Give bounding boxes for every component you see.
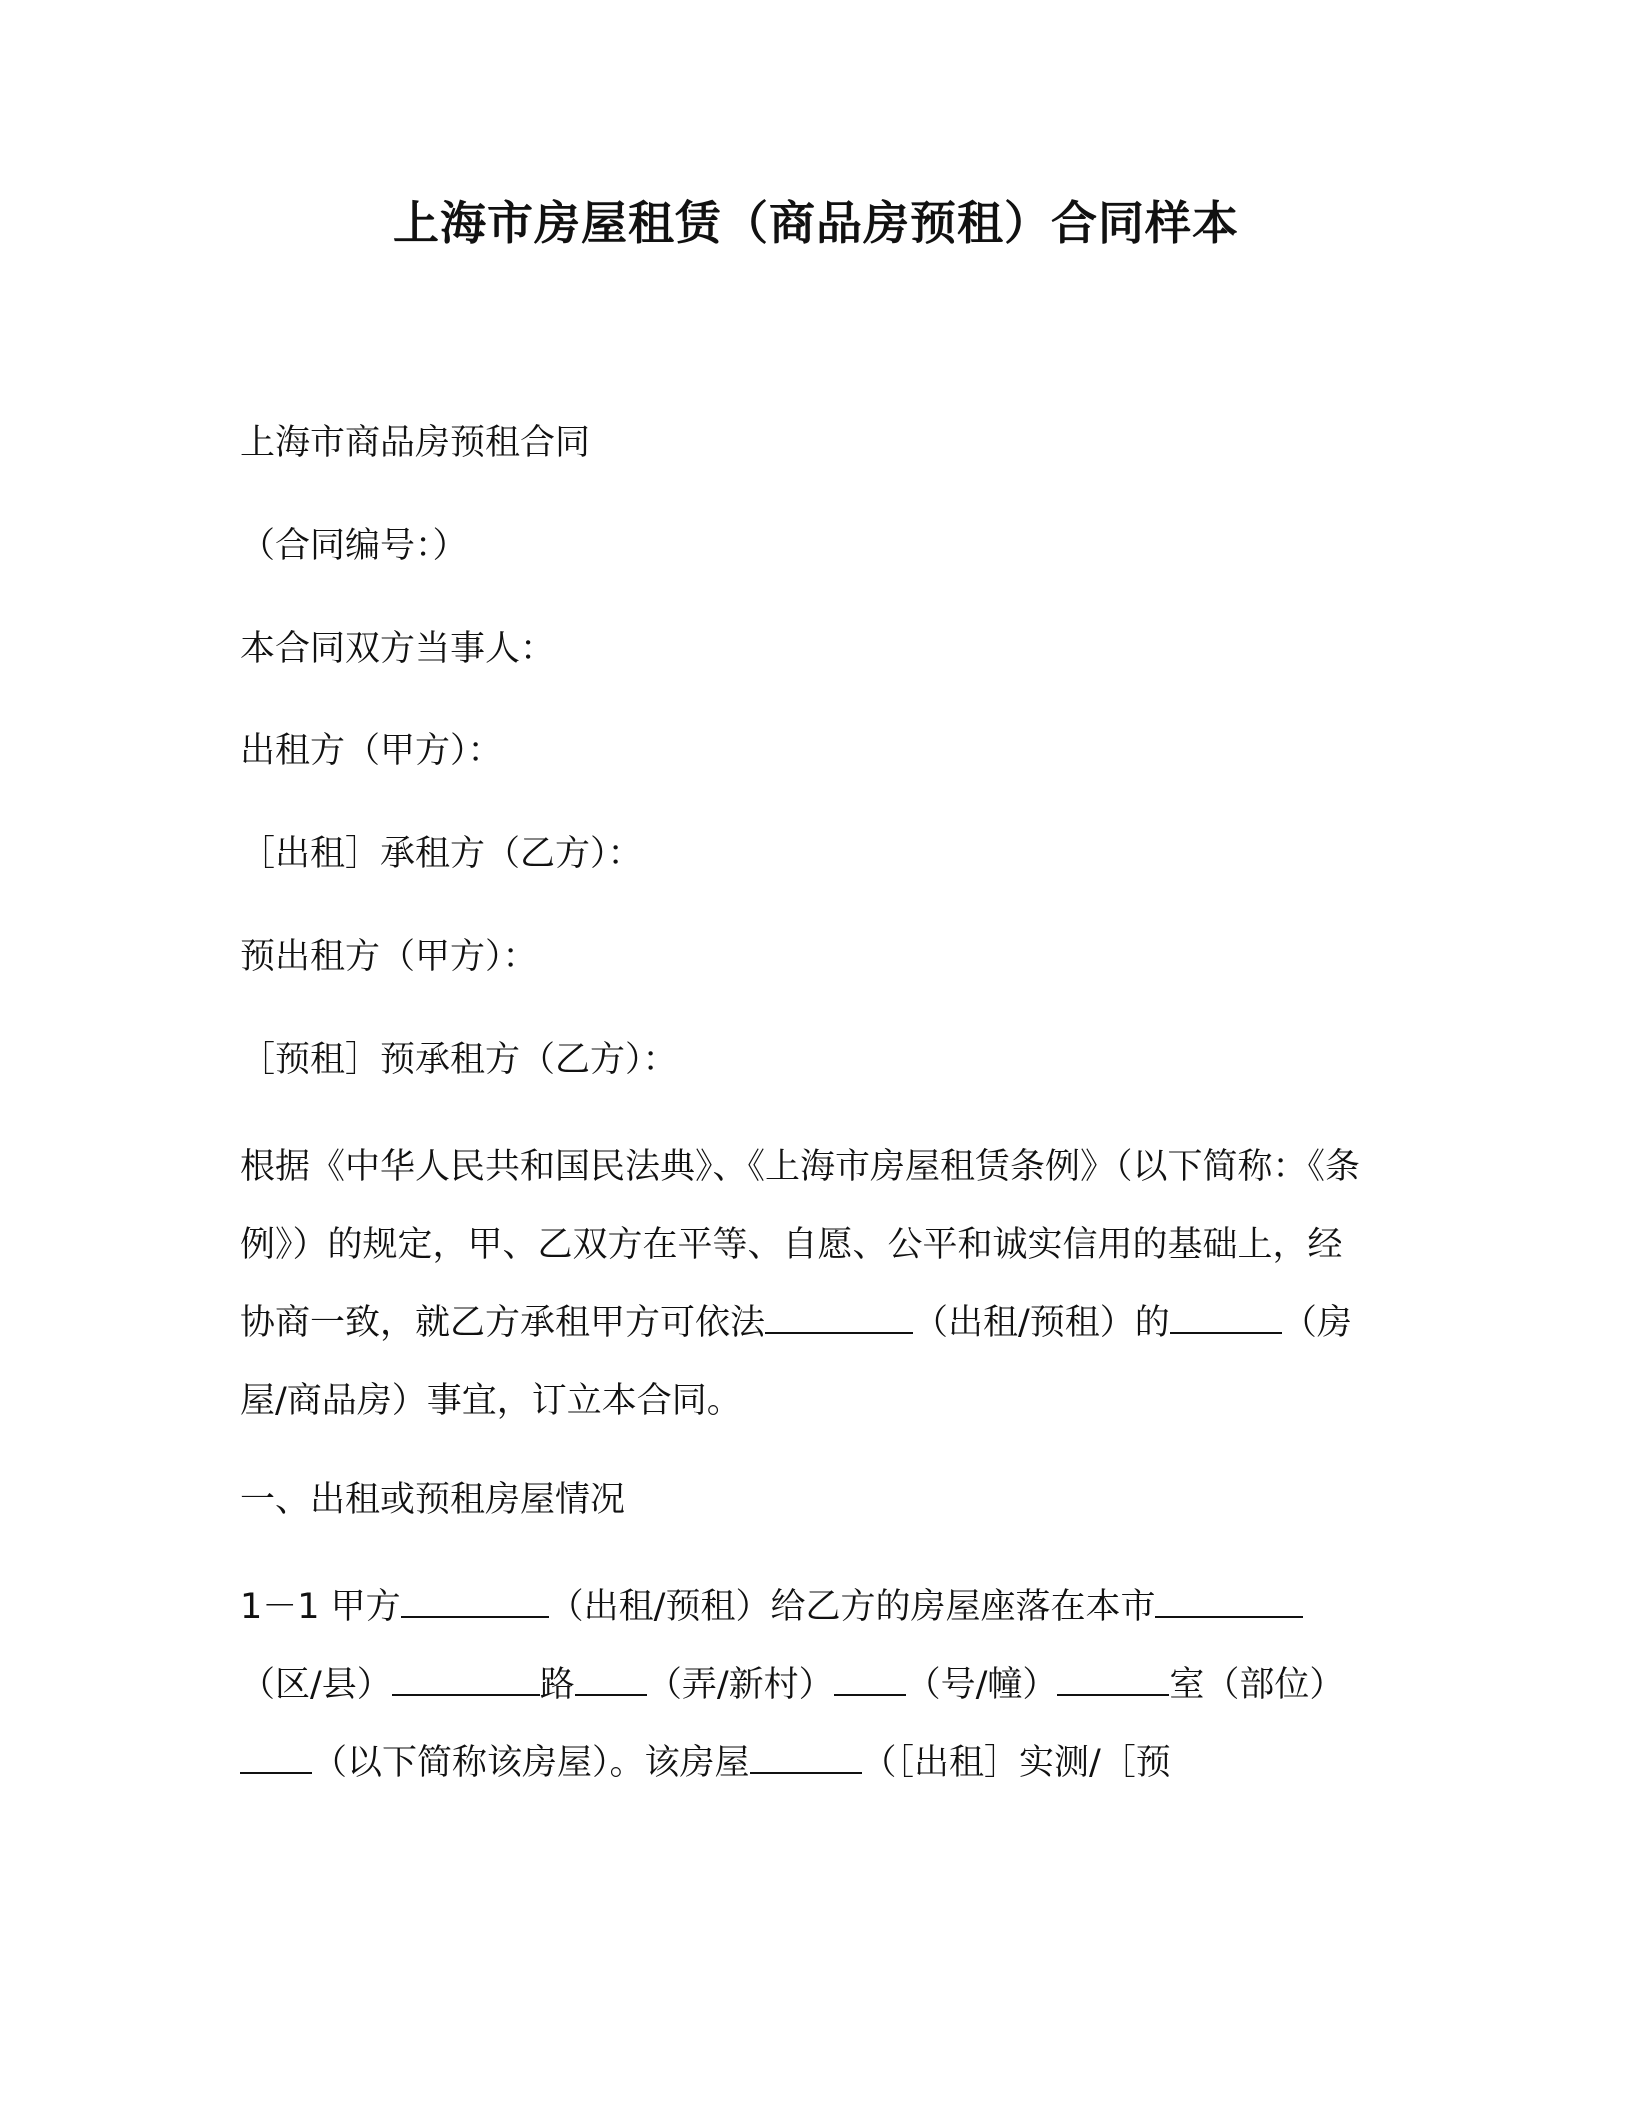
blank-field[interactable] [1057, 1658, 1169, 1696]
contract-number: （合同编号：） [240, 526, 468, 566]
parties-heading: 本合同双方当事人： [240, 629, 556, 669]
pre-lessee-line: ［预租］预承租方（乙方）： [240, 1040, 678, 1080]
blank-field[interactable] [392, 1658, 540, 1696]
blank-field[interactable] [1170, 1296, 1282, 1334]
basis-paragraph [240, 1128, 1360, 1440]
document-title: 上海市房屋租赁（商品房预租）合同样本 [393, 196, 1239, 250]
clause-text: （［出租］实测/［预 [861, 1743, 1171, 1783]
lessor-line: 出租方（甲方）： [240, 731, 503, 771]
basis-text-3: （房屋/商品房）事宜，订立本合同。 [240, 1303, 1352, 1421]
basis-text-1: 根据《中华人民共和国民法典》、《上海市房屋租赁条例》（以下简称：《条例》）的规定，甲、乙双方在平等、自愿、公平和诚实信用的基础上，经协商一致，就乙方承租甲方可依法 [240, 1147, 1361, 1343]
blank-field[interactable] [401, 1580, 549, 1618]
clause-text: 1－1 甲方 [240, 1587, 401, 1627]
clause-text: 路 [539, 1665, 575, 1705]
blank-field[interactable] [765, 1296, 913, 1334]
clause-text: （弄/新村） [646, 1665, 834, 1705]
subtitle: 上海市商品房预租合同 [240, 423, 591, 463]
clause-1-1 [240, 1568, 1360, 1802]
blank-field[interactable] [834, 1658, 906, 1696]
lessee-line: ［出租］承租方（乙方）： [240, 834, 643, 874]
clause-text: （出租/预租）给乙方的房屋座落在本市 [548, 1587, 1156, 1627]
blank-field[interactable] [240, 1736, 312, 1774]
clause-text: （区/县） [240, 1665, 392, 1705]
blank-field[interactable] [750, 1736, 862, 1774]
blank-field[interactable] [575, 1658, 647, 1696]
section-1-heading: 一、出租或预租房屋情况 [240, 1480, 626, 1520]
clause-text: （以下简称该房屋）。该房屋 [312, 1743, 750, 1783]
basis-text-2: （出租/预租）的 [913, 1303, 1170, 1343]
pre-lessor-line: 预出租方（甲方）： [240, 937, 538, 977]
clause-text: 室（部位） [1169, 1665, 1345, 1705]
clause-text: （号/幢） [905, 1665, 1058, 1705]
blank-field[interactable] [1155, 1580, 1303, 1618]
